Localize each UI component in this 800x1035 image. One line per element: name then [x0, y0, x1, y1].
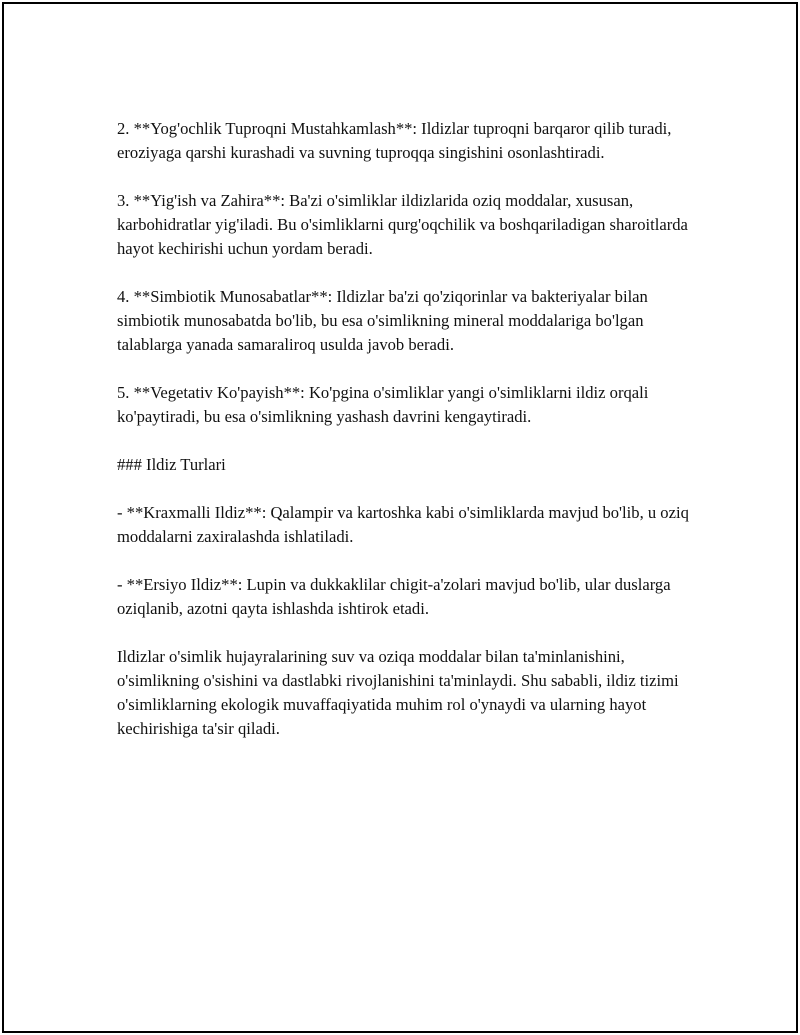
document-body [117, 117, 692, 765]
section-heading-root-types: ### Ildiz Turlari [117, 455, 226, 474]
list-item-ersiyo-root: - **Ersiyo Ildiz**: Lupin va dukkaklilar chigit-a'zolari mavjud bo'lib, ular duslarga oziqlanib, azotni qayta ishlashda ishtirok etadi. [117, 575, 671, 618]
paragraph-conclusion: Ildizlar o'simlik hujayralarining suv va oziqa moddalar bilan ta'minlanishini, o'simlikning o'sishini va dastlabki rivojlanishini ta'minlaydi. Shu sababli, ildiz tizimi o'simliklarning ekologik muvaffaqiyatida muhim rol o'ynaydi va ularning hayot kechirishiga ta'sir qiladi. [117, 647, 679, 738]
paragraph-symbiotic-relations: 4. **Simbiotik Munosabatlar**: Ildizlar ba'zi qo'ziqorinlar va bakteriyalar bilan simbiotik munosabatda bo'lib, bu esa o'simlikning mineral moddalariga bo'lgan talablarga yanada samaraliroq usulda javob beradi. [117, 287, 648, 354]
paragraph-storage-reserve: 3. **Yig'ish va Zahira**: Ba'zi o'simliklar ildizlarida oziq moddalar, xususan, karbohidratlar yig'iladi. Bu o'simliklarni qurg'oqchilik va boshqariladigan sharoitlarda hayot kechirishi uchun yordam beradi. [117, 191, 688, 258]
list-item-starchy-root: - **Kraxmalli Ildiz**: Qalampir va kartoshka kabi o'simliklarda mavjud bo'lib, u oziq moddalarni zaxiralashda ishlatiladi. [117, 503, 689, 546]
paragraph-vegetative-propagation: 5. **Vegetativ Ko'payish**: Ko'pgina o'simliklar yangi o'simliklarni ildiz orqali ko'paytiradi, bu esa o'simlikning yashash davrini kengaytiradi. [117, 383, 649, 426]
paragraph-soil-stabilization: 2. **Yog'ochlik Tuproqni Mustahkamlash**: Ildizlar tuproqni barqaror qilib turadi, eroziyaga qarshi kurashadi va suvning tuproqqa singishini osonlashtiradi. [117, 119, 672, 162]
